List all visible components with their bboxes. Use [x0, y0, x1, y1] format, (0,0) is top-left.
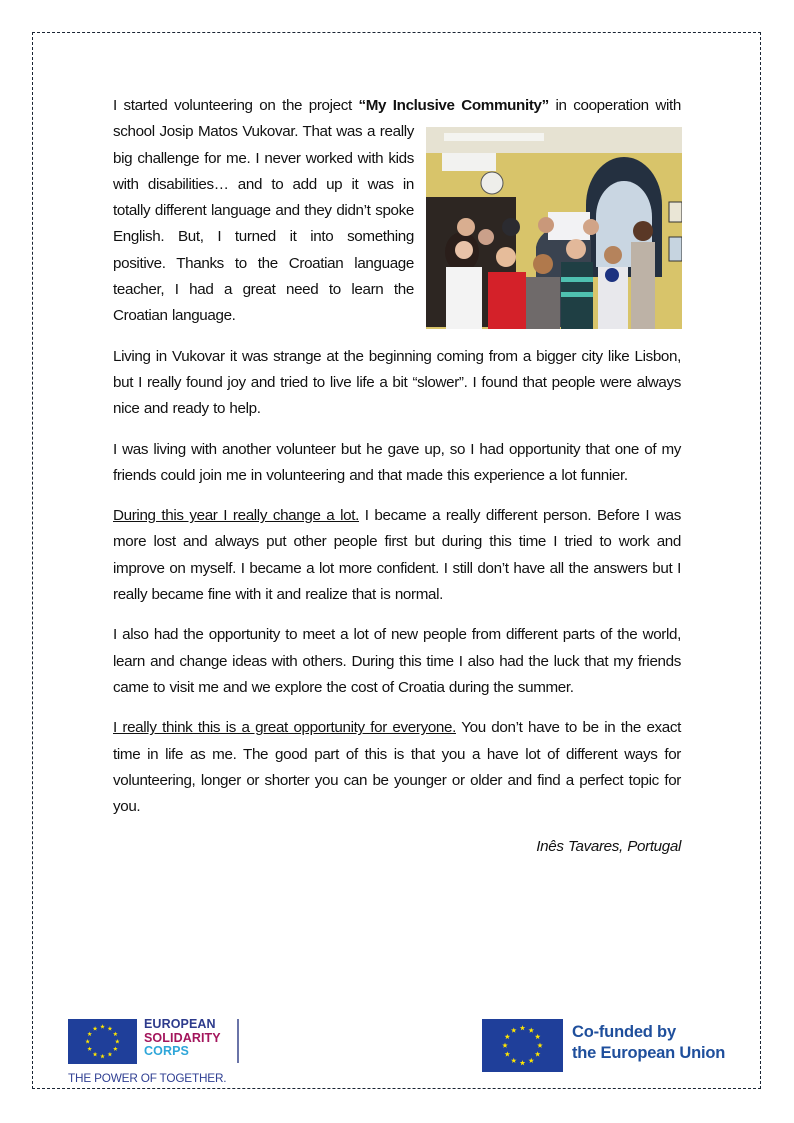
esc-word-corps: CORPS	[144, 1044, 189, 1058]
paragraph-2: Living in Vukovar it was strange at the beginning coming from a bigger city like Lisbon, but I really found joy and tried to live life a bit “slower”. I found that people were always nice and ready to help.	[113, 347, 681, 418]
article-body	[113, 93, 681, 875]
paragraph-1-text: in cooperation with school Josip Matos Vukovar. That was a really big challenge for me. I never worked with kids with disabilities… and to add up it was in totally different language and they didn’t spoke English. But, I turned it into something positive. Thanks to the Croatian language teacher, I had a great need to learn the Croatian language.	[113, 97, 681, 325]
eu-flag-icon	[68, 1019, 137, 1064]
esc-tagline: THE POWER OF TOGETHER.	[68, 1071, 227, 1085]
paragraph-6-text: You don’t have to be in the exact time in life as me. The good part of this is that you a have lot of different ways for volunteering, longer or shorter you can be younger or older and find a perfect topic for you.	[113, 719, 681, 816]
paragraph-5: I also had the opportunity to meet a lot of new people from different parts of the world, learn and change ideas with others. During this time I also had the luck that my friends came to visit me and we explore the cost of Croatia during the summer.	[113, 626, 681, 696]
co-funded-eu-logo	[482, 1019, 752, 1074]
esc-word-european: EUROPEAN	[144, 1017, 216, 1031]
paragraph-1	[113, 93, 681, 330]
eu-cofunded-line1: Co-funded by	[572, 1023, 676, 1041]
eu-cofunded-line2: the European Union	[572, 1044, 726, 1062]
paragraph-3: I was living with another volunteer but he gave up, so I had opportunity that one of my friends could join me in volunteering and that made this experience a lot funnier.	[113, 440, 681, 484]
european-solidarity-corps-logo	[68, 1019, 248, 1089]
group-photo-icon	[426, 127, 682, 329]
paragraph-6	[113, 715, 681, 820]
paragraph-6-highlight: I really think this is a great opportunity for everyone.	[113, 719, 456, 737]
project-name: “My Inclusive Community”	[358, 97, 549, 114]
paragraph-4-text: I became a really different person. Before I was more lost and always put other people first but during this time I tried to work and improve on myself. I became a lot more confident. I still don’t have all the answers but I really became fine with it and realize that is normal.	[113, 507, 681, 604]
author-signature: Inês Tavares, Portugal	[536, 838, 681, 856]
logo-divider	[237, 1019, 239, 1063]
paragraph-4	[113, 503, 681, 608]
group-photo	[426, 127, 682, 329]
paragraph-1-intro: I started volunteering on the project	[113, 97, 359, 114]
eu-flag-icon	[482, 1019, 563, 1072]
paragraph-4-highlight: During this year I really change a lot.	[113, 507, 360, 525]
esc-word-solidarity: SOLIDARITY	[144, 1030, 221, 1045]
